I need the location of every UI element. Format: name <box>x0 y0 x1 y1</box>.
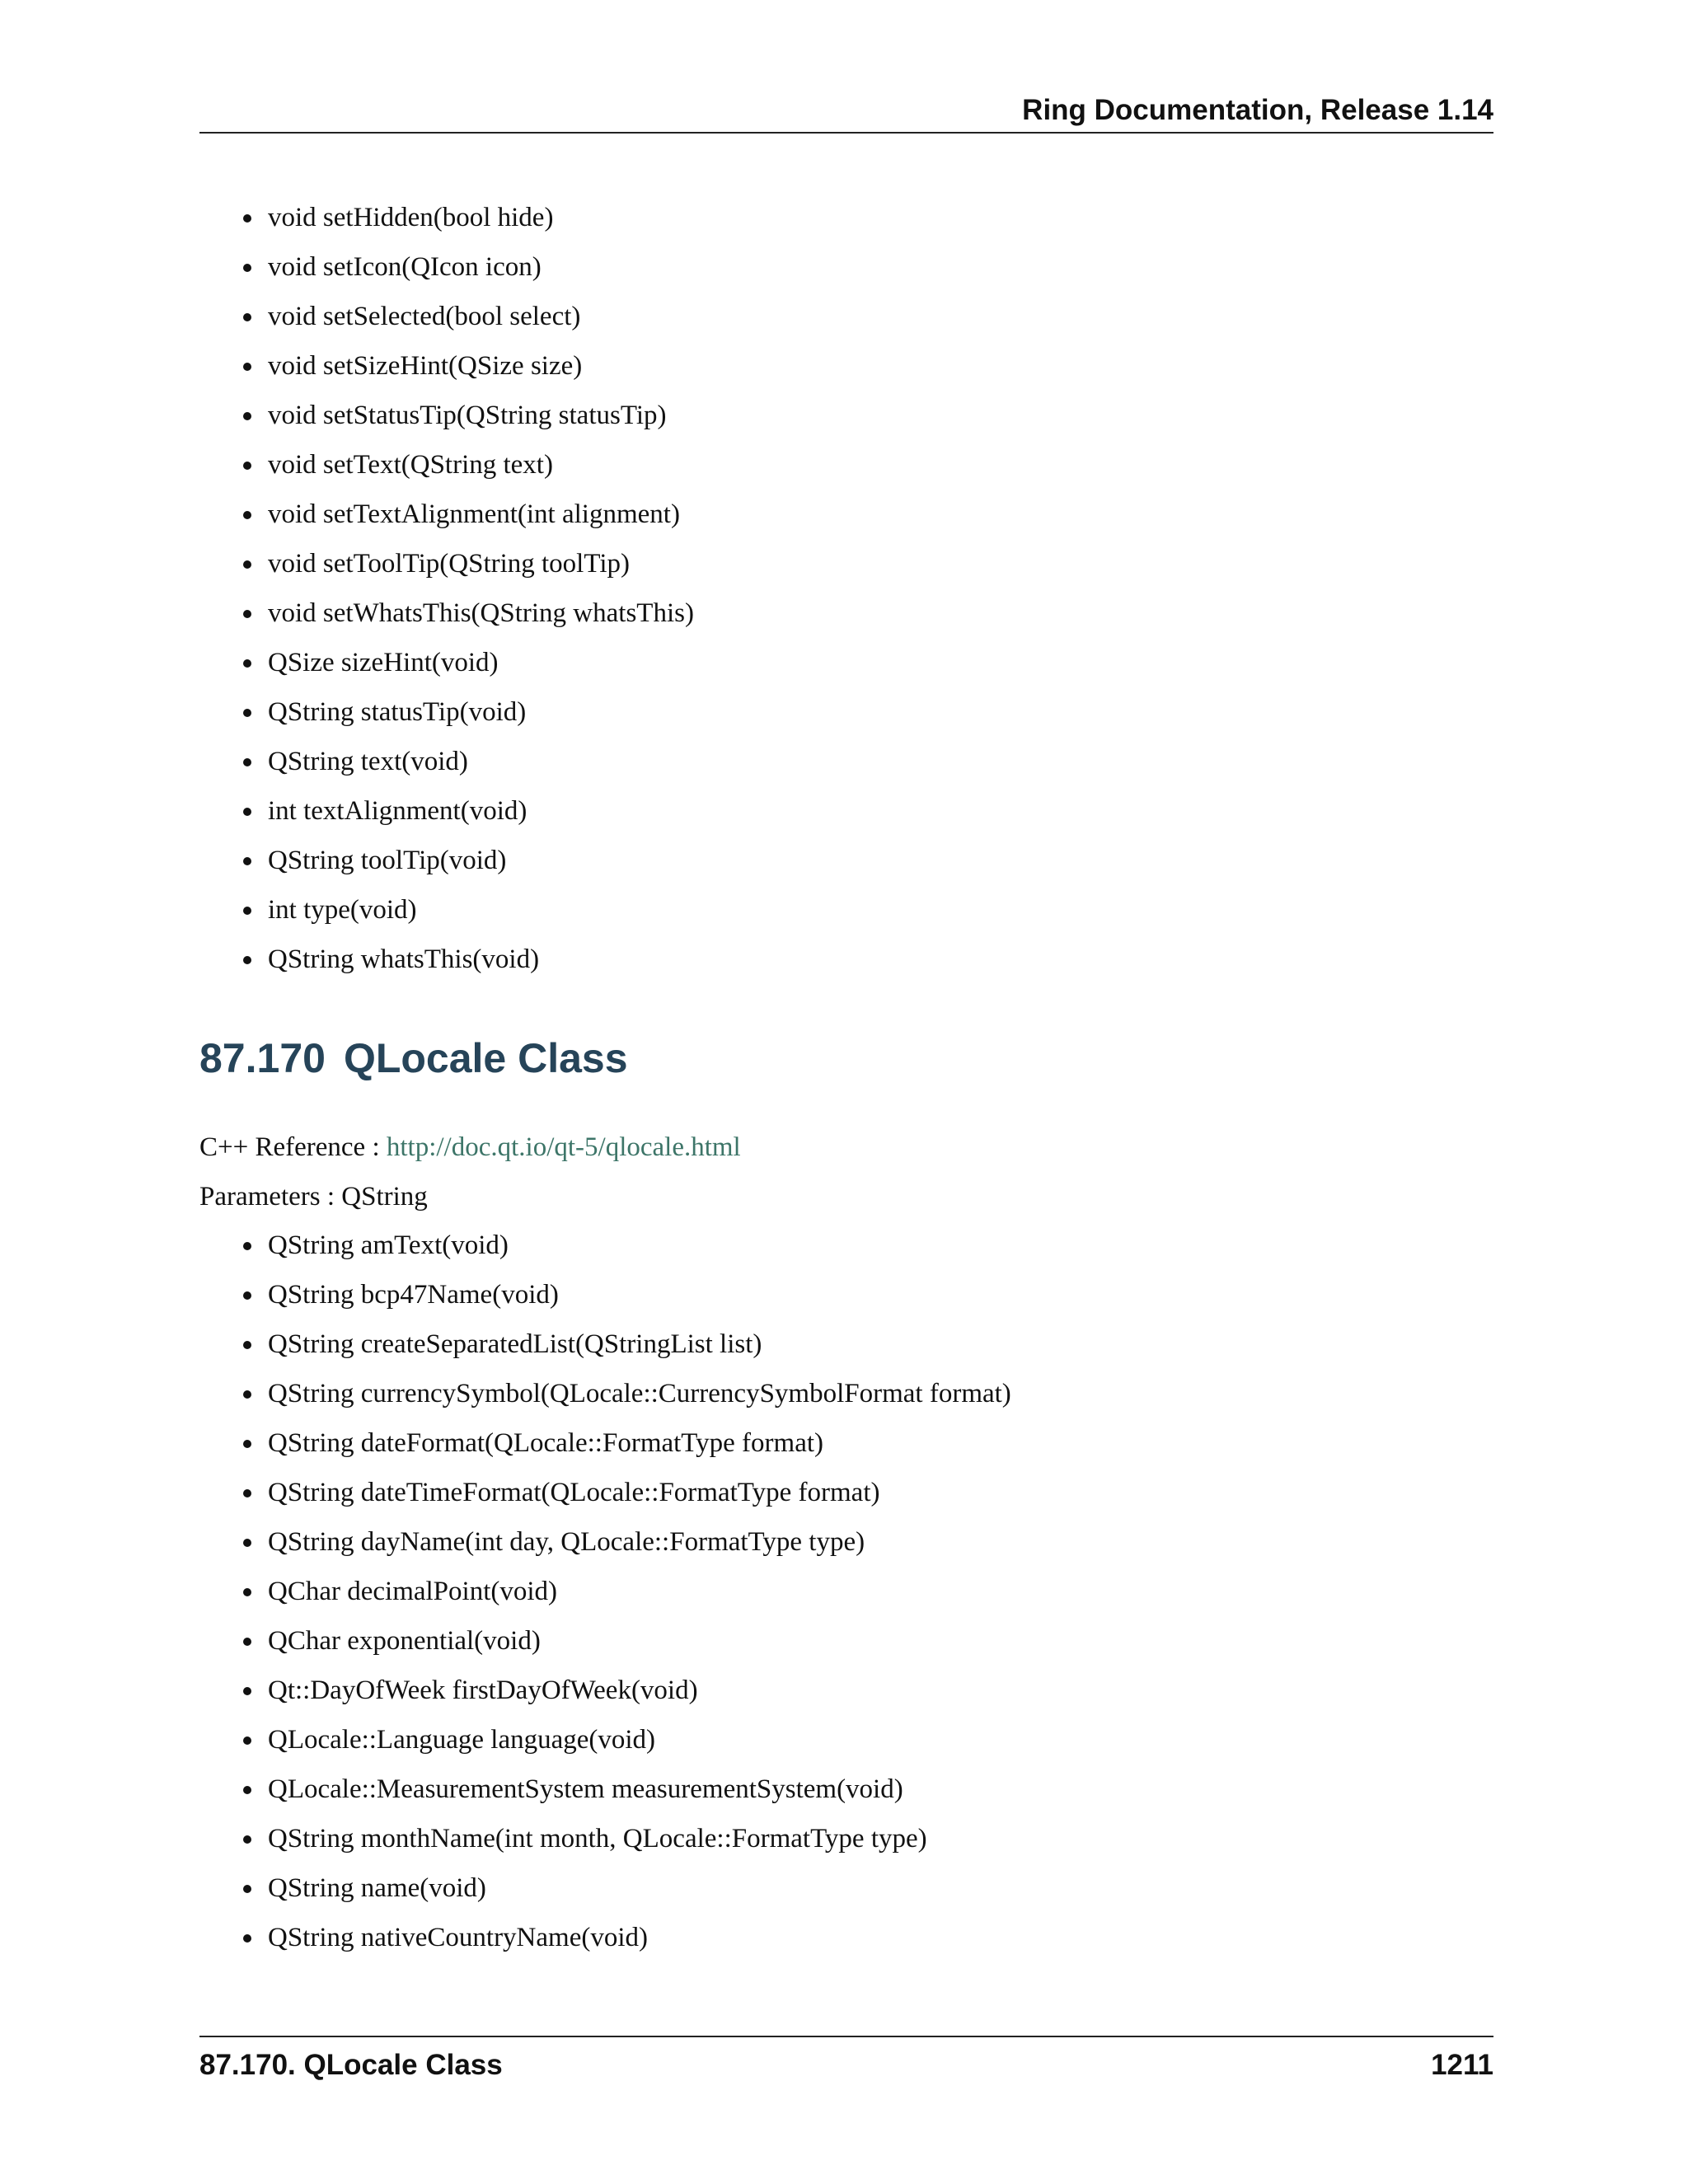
method-list-item: void setStatusTip(QString statusTip) <box>241 391 694 440</box>
document-title: Ring Documentation, Release 1.14 <box>1022 94 1493 126</box>
page-number: 1211 <box>1431 2049 1493 2081</box>
method-list-item: QString bcp47Name(void) <box>241 1270 1011 1319</box>
method-list-item: QString dateTimeFormat(QLocale::FormatType format) <box>241 1468 1011 1517</box>
method-list-continued <box>241 193 694 984</box>
cpp-reference-line <box>199 1129 741 1165</box>
method-list-qlocale <box>241 1221 1011 1962</box>
section-number: 87.170 <box>199 1035 326 1081</box>
method-list-item: QLocale::MeasurementSystem measurementSystem(void) <box>241 1765 1011 1814</box>
method-list-item: int textAlignment(void) <box>241 786 694 836</box>
method-list-item: QString amText(void) <box>241 1221 1011 1270</box>
method-list-item: void setSizeHint(QSize size) <box>241 341 694 391</box>
method-list-item: QString createSeparatedList(QStringList list) <box>241 1319 1011 1369</box>
parameters-line: Parameters : QString <box>199 1182 428 1212</box>
method-list-item: void setTextAlignment(int alignment) <box>241 490 694 539</box>
section-title: QLocale Class <box>343 1035 628 1081</box>
method-list-item: Qt::DayOfWeek firstDayOfWeek(void) <box>241 1666 1011 1715</box>
method-list-item: QString text(void) <box>241 737 694 786</box>
page-footer <box>199 2036 1493 2087</box>
method-list-item: void setSelected(bool select) <box>241 292 694 341</box>
reference-link[interactable]: http://doc.qt.io/qt-5/qlocale.html <box>386 1132 741 1162</box>
method-list-item: QString toolTip(void) <box>241 836 694 885</box>
page-header <box>199 92 1493 134</box>
method-list-item: QString dateFormat(QLocale::FormatType format) <box>241 1418 1011 1468</box>
method-list-item: QString statusTip(void) <box>241 687 694 737</box>
method-list-item: QString dayName(int day, QLocale::FormatType type) <box>241 1517 1011 1567</box>
method-list-item: QChar exponential(void) <box>241 1616 1011 1666</box>
method-list-item: void setWhatsThis(QString whatsThis) <box>241 588 694 638</box>
method-list-item: void setToolTip(QString toolTip) <box>241 539 694 588</box>
method-list-item: int type(void) <box>241 885 694 935</box>
method-list-item: void setHidden(bool hide) <box>241 193 694 242</box>
section-heading <box>199 1033 628 1083</box>
method-list-item: QString currencySymbol(QLocale::CurrencySymbolFormat format) <box>241 1369 1011 1418</box>
reference-label: C++ Reference : <box>199 1132 387 1162</box>
method-list-item: QChar decimalPoint(void) <box>241 1567 1011 1616</box>
footer-section-label: 87.170. QLocale Class <box>199 2049 503 2081</box>
method-list-item: QString whatsThis(void) <box>241 935 694 984</box>
method-list-item: QString monthName(int month, QLocale::FormatType type) <box>241 1814 1011 1863</box>
method-list-item: QString name(void) <box>241 1863 1011 1913</box>
method-list-item: QLocale::Language language(void) <box>241 1715 1011 1765</box>
method-list-item: QString nativeCountryName(void) <box>241 1913 1011 1962</box>
method-list-item: QSize sizeHint(void) <box>241 638 694 687</box>
method-list-item: void setIcon(QIcon icon) <box>241 242 694 292</box>
method-list-item: void setText(QString text) <box>241 440 694 490</box>
